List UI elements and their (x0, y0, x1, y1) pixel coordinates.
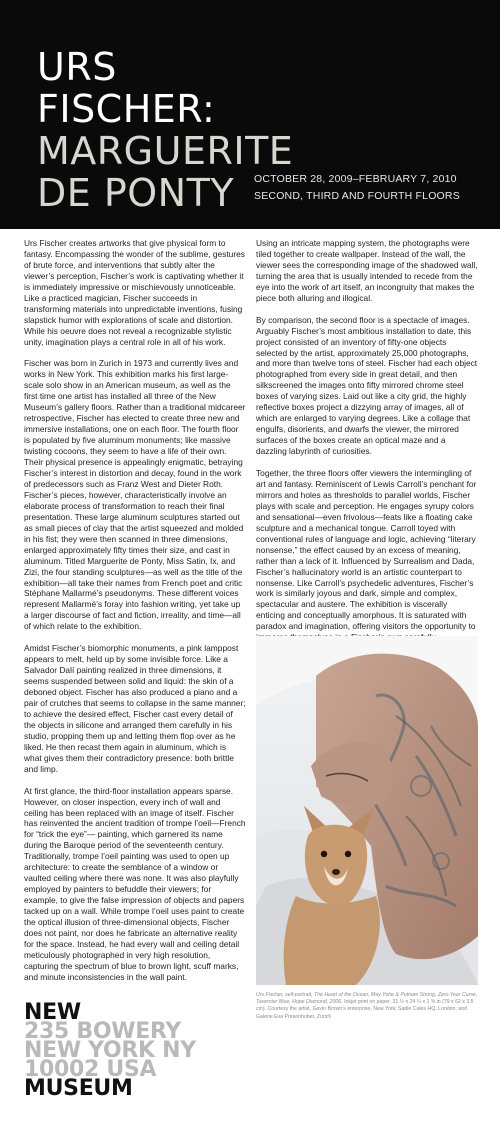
sleeping-man-with-dog-image (256, 636, 478, 985)
body-paragraph: At first glance, the third-floor installation appears sparse. However, on closer inspection, every inch of wall and ceiling has been replaced with an image of itself. Fischer has reinvented the ancient tradition of trompe l’oeil—French for “trick the eye”— painting, which garnered its name during the Baroque period of the seventeenth century. Traditionally, trompe l’oeil painting was used to open up architecture: to create the semblance of a window or vaulted ceiling where there was none. It was also playfully employed by painters to befuddle their viewers; for example, to give the false impression of objects and papers tacked up on a wall. While trompe l’oeil uses paint to create the optical illusion of three-dimensional objects, Fischer does not paint, nor does he fabricate an alternative reality for the space. Instead, he had every wall and ceiling detail meticulously photographed in very high resolution, capturing the spectrum of blue to brown light, scuff marks, and minute inconsistencies in the wall paint. (24, 785, 246, 982)
photo-caption (256, 992, 481, 1021)
body-paragraph: Together, the three floors offer viewers the intermingling of art and fantasy. Reminiscent of Lewis Carroll’s penchant for mirrors and holes as thresholds to parallel worlds, Fischer plays with scale and perception. He engages syrupy colors and sensational—even frivolous—feats like a floating cake sculpture and a mechanical tongue. Carroll toyed with conventional rules of language and logic, achieving “literary nonsense,” the effect caused by an excess of meaning, rather than a lack of it. Influenced by Surrealism and Dada, Fischer’s hallucinatory world is an artistic counterpart to nonsense. Like Carroll’s psychedelic adventures, Fischer’s work is similarly joyous and dark, simple and complex, spectacular and austere. The exhibition is viscerally enticing and conceptually amorphous. It is saturated with paradox and imagination, offering visitors the opportunity to (256, 467, 477, 632)
body-paragraph: By comparison, the second floor is a spectacle of images. Arguably Fischer’s most ambitious installation to date, this project consisted of an inventory of fifty-one objects selected by the artist, approximately 25,000 photographs, and more than twelve tons of steel. Fischer had each object photographed from every side in great detail, and then silkscreened the images onto fifty mirrored chrome steel boxes of varying sizes. Laid out like a city grid, the highly reflective boxes project a dizzying array of images, all of which are enlarged to varying degrees. Like a collage that engulfs, disorients, and dwarfs the viewer, the mirrored surfaces of the boxes create an optical maze and a dazzling labyrinth of curiosities. (256, 314, 478, 457)
logo-address-line: NEW YORK NY (24, 1038, 196, 1063)
artist-name-line-2: FISCHER: (37, 87, 216, 131)
right-text-column (256, 238, 478, 687)
caption-details: Inkjet print on paper, 31 ¼ x 24 ¼ x 1 ⅜ in (79 x 62 x 3.5 cm). Courtesy the artist, Gavin Brown’s enterprise, New York; Sadie Coles HQ, London; and Galerie Eva Presenhuber, Zurich (256, 999, 474, 1020)
exhibition-dates: OCTOBER 28, 2009–FEBRUARY 7, 2010 (254, 173, 457, 185)
artist-name-line-1: URS (37, 45, 117, 89)
exhibition-floors: SECOND, THIRD AND FOURTH FLOORS (254, 190, 460, 202)
artist-self-portrait-photo (256, 636, 478, 985)
exhibition-info (254, 171, 460, 205)
left-text-column (24, 238, 246, 994)
logo-museum: MUSEUM (24, 1076, 133, 1101)
body-paragraph: Fischer was born in Zurich in 1973 and currently lives and works in New York. This exhibition marks his first large-scale solo show in an American museum, as well as the first time one artist has installed all three of the New Museum’s gallery floors. Rather than a traditional midcareer retrospective, Fischer has elected to create three new and immersive installations, one on each floor. The fourth floor is populated by five aluminum monuments; like massive twisting cocoons, they seem to have a life of their own. Their physical presence is appealingly enigmatic, betraying Fischer’s interest in distortion and decay, found in the work of predecessors such as Franz West and Dieter Roth. Fischer’s pieces, however, characteristically involve an elaborate process of transformation to reach their final presentation. These large aluminum sculptures started out as small pieces of clay that the artist squeezed and molded in his fist; they were then scanned in three dimensions, enlarged approximately fifty times their size, and cast in aluminum. Titled Marguerite de Ponty, Miss Satin, Ix, and Zizi, the four standing sculptures—as well as the title of the exhibition—all take their names from French poet and critic Stéphane Mallarmé’s pseudonyms. These different voices represent Mallarmé’s foray into fashion writing, yet take up a larger discourse of fact and fiction, irreality, and time—all of which relate to the exhibition. (24, 358, 246, 632)
new-museum-logo (24, 1000, 224, 1101)
body-paragraph: Amidst Fischer’s biomorphic monuments, a pink lamppost appears to melt, held up by some invisible force. Like a Salvador Dalí painting realized in three dimensions, it seems suspended between solid and liquid: the skin of a deboned object. Fischer has also produced a piano and a pair of crutches that seems to collapse in the same manner; to achieve the desired effect, Fischer cast every detail of the objects in silicone and arranged them carefully in his studio, propping them up and letting them flop over as he liked. He then recast them again in aluminum, which is what gives them their contradictory presence: both brittle and limp. (24, 643, 246, 774)
caption-title: Urs Fischer, self-portrait, The Heart of the Ocean, May Yohe & Putnam Strong, Zero Year Curse, Tavernier Blue, Hope Diamond, 2006. (256, 992, 478, 1006)
logo-new: NEW (24, 1000, 81, 1025)
exhibition-title-line-2: DE PONTY (37, 171, 235, 215)
exhibition-title-line-1: MARGUERITE (37, 129, 294, 173)
logo-address-line: 10002 USA (24, 1057, 157, 1082)
header-banner (0, 0, 500, 229)
logo-address-line: 235 BOWERY (24, 1019, 182, 1044)
body-paragraph: Using an intricate mapping system, the photographs were tiled together to create wallpaper. Instead of the wall, the viewer sees the corresponding image of the shadowed wall, turning the area that is usually intended to recede from the eye into the work of art itself, an incongruity that makes the piece both alluring and illogical. (256, 238, 478, 303)
body-paragraph: Urs Fischer creates artworks that give physical form to fantasy. Encompassing the wonder of the sublime, gestures of brute force, and interventions that subtly alter the viewer’s perception, Fischer’s work is captivating whether it is immediately impressive or mischievously unnoticeable. Like a practiced magician, Fischer succeeds in transforming materials into unpredictable inventions, fusing slapstick humor with explorations of scale and distortion. While his oeuvre does not reveal a recognizable stylistic unity, imagination plays a central role in all of his work. (24, 238, 245, 347)
